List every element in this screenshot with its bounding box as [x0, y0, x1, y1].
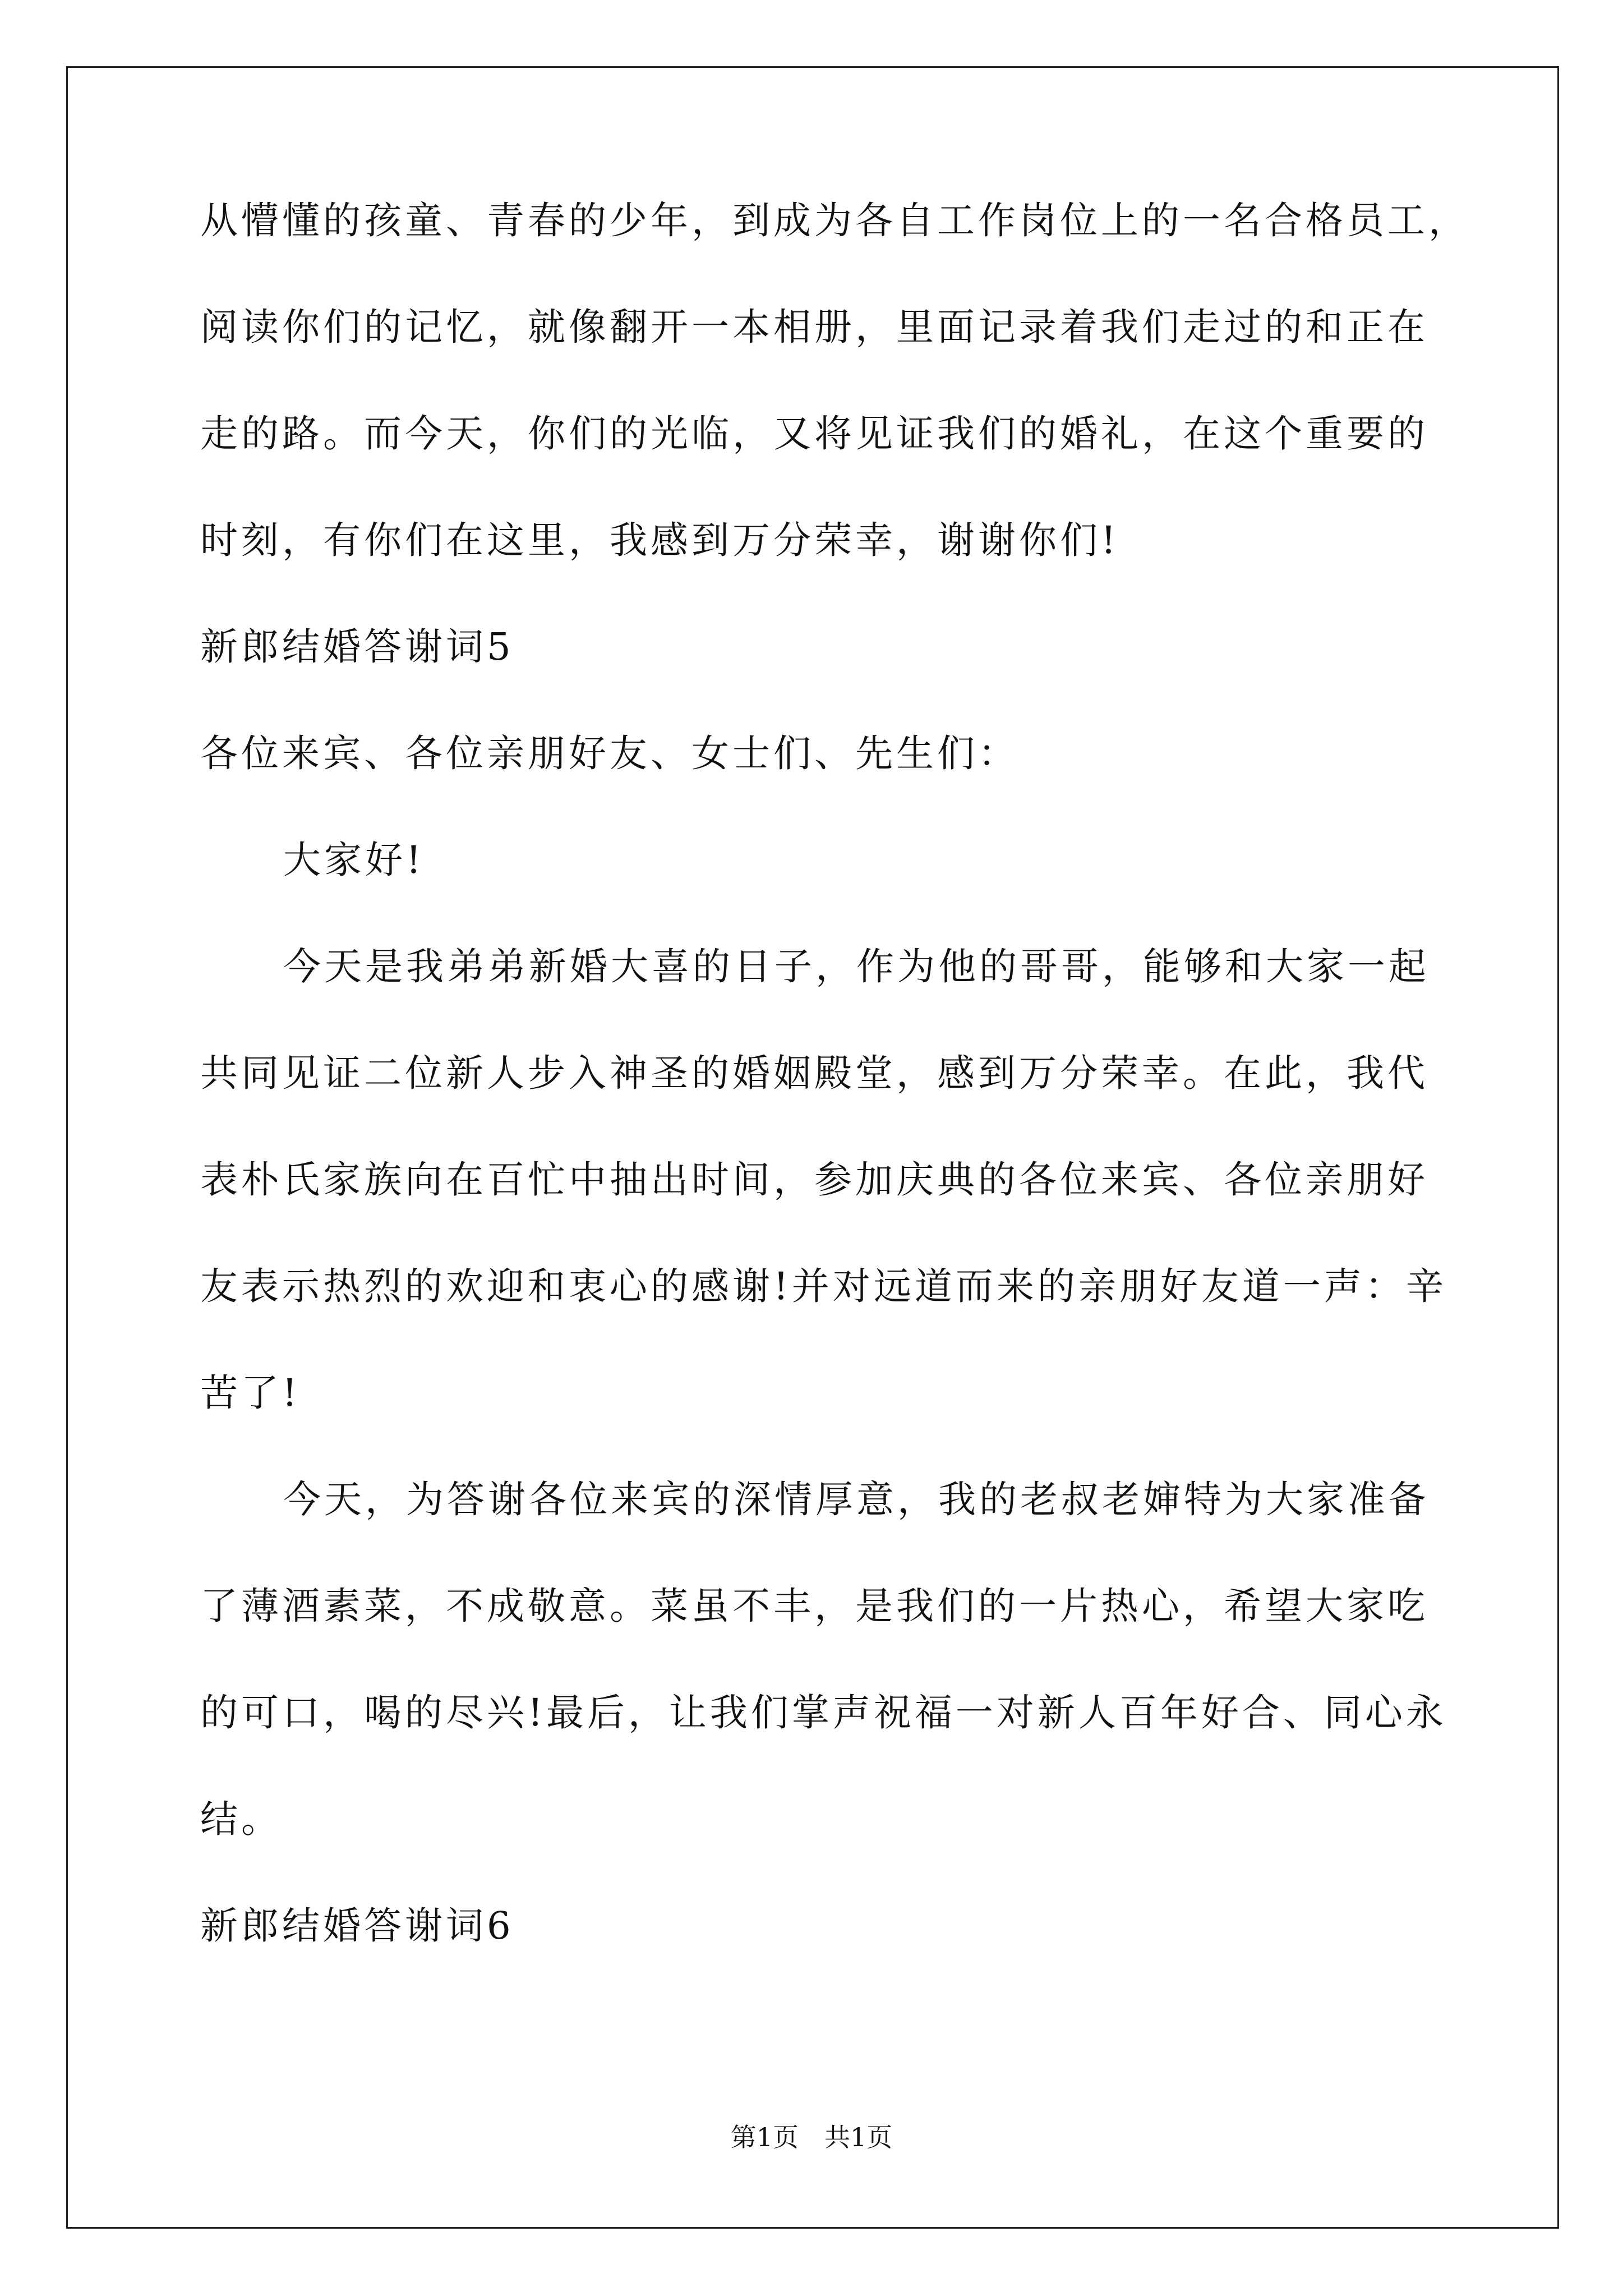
- text-line: 今天，为答谢各位来宾的深情厚意，我的老叔老婶特为大家准备: [283, 1478, 1430, 1521]
- text-line: 走的路。而今天，你们的光临，又将见证我们的婚礼，在这个重要的: [200, 412, 1428, 455]
- page-number: 第1页: [730, 2122, 799, 2152]
- text-line: 共同见证二位新人步入神圣的婚姻殿堂，感到万分荣幸。在此，我代: [200, 1051, 1428, 1095]
- text-line: 的可口，喝的尽兴!最后，让我们掌声祝福一对新人百年好合、同心永: [200, 1691, 1447, 1734]
- greeting: 大家好!: [283, 838, 425, 882]
- text-line: 了薄酒素菜，不成敬意。菜虽不丰，是我们的一片热心，希望大家吃: [200, 1584, 1428, 1628]
- section-heading: 新郎结婚答谢词6: [200, 1904, 514, 1948]
- page-footer: [0, 2124, 1623, 2150]
- text-line: 表朴氏家族向在百忙中抽出时间，参加庆典的各位来宾、各位亲朋好: [200, 1158, 1428, 1202]
- document-body: [200, 199, 1469, 2014]
- text-line: 苦了!: [200, 1371, 301, 1415]
- text-line: 友表示热烈的欢迎和衷心的感谢!并对远道而来的亲朋好友道一声：辛: [200, 1264, 1447, 1308]
- text-line: 时刻，有你们在这里，我感到万分荣幸，谢谢你们!: [200, 518, 1119, 562]
- salutation: 各位来宾、各位亲朋好友、女士们、先生们：: [200, 731, 1019, 775]
- text-line: 阅读你们的记忆，就像翻开一本相册，里面记录着我们走过的和正在: [200, 305, 1428, 349]
- text-line: 今天是我弟弟新婚大喜的日子，作为他的哥哥，能够和大家一起: [283, 945, 1430, 988]
- text-line: 结。: [200, 1797, 282, 1841]
- text-line: 从懵懂的孩童、青春的少年，到成为各自工作岗位上的一名合格员工，: [200, 199, 1469, 242]
- section-heading: 新郎结婚答谢词5: [200, 625, 514, 669]
- page-total: 共1页: [824, 2122, 893, 2152]
